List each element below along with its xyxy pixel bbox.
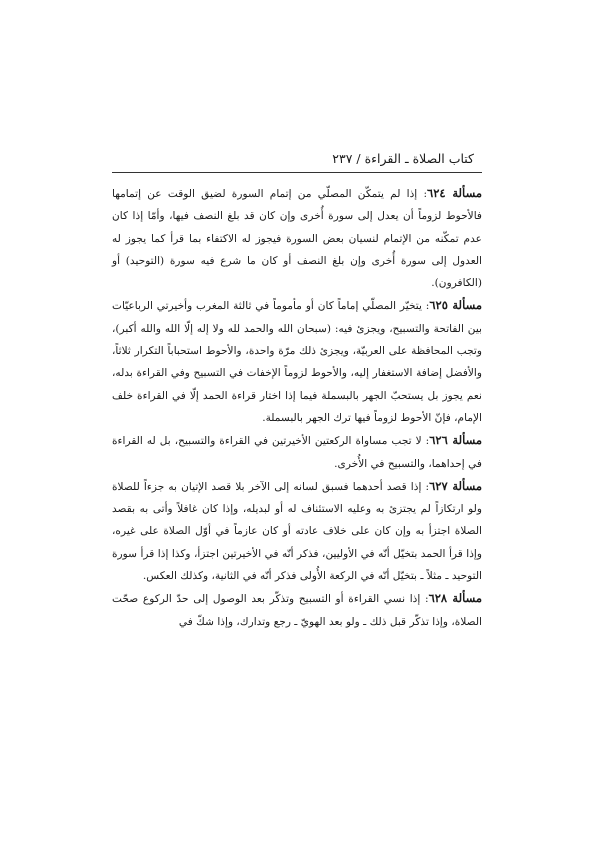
issue-label: مسألة ٦٢٤: [427, 186, 482, 200]
paragraph-issue-625: [112, 294, 482, 429]
paragraph-issue-626: [112, 429, 482, 475]
header-divider: [112, 172, 482, 173]
issue-text: : إذا نسي القراءة أو التسبيح وتذكّر بعد الوصول إلى حدّ الركوع صحّت الصلاة، وإذا تذكّر قبل ذلك ـ ولو بعد الهويّ ـ رجع وتدارك، وإذا شكّ في: [112, 593, 482, 628]
issue-label: مسألة ٦٢٨: [428, 591, 482, 606]
issue-label: مسألة ٦٢٦: [429, 433, 482, 448]
paragraph-issue-628: [112, 587, 482, 633]
issue-text: : لا تجب مساواة الركعتين الأخيرتين في القراءة والتسبيح، بل له القراءة في إحداهما، والتسبيح في الأُخرى.: [112, 435, 482, 470]
running-header: [114, 150, 474, 168]
issue-label: مسألة ٦٢٥: [429, 298, 482, 313]
paragraph-issue-627: [112, 475, 482, 587]
paragraph-issue-624: [112, 182, 482, 294]
issue-text: : إذا قصد أحدهما فسبق لسانه إلى الآخر بلا قصد الإتيان به جزءاً للصلاة ولو ارتكازاً لم يجتزئ به وعليه الاستئناف له أو لبديله، وإذا كان غافلاً وأتى به بقصد الصلاة اجتزأ به وإن كان على خلاف عادته أو كان عازماً في أوّل الصلاة على غيره، وإذا قرأ الحمد بتخيّل أنّه في الأوليين، فذكر أنّه في الأخيرتين اجتزأ، وكذا إذا قرأ سورة التوحيد ـ مثلاً ـ بتخيّل أنّه في الركعة الأُولى فذكر أنّه في الثانية، وكذلك العكس.: [112, 480, 482, 583]
body-text: [112, 182, 482, 633]
issue-label: مسألة ٦٢٧: [429, 478, 482, 493]
issue-text: : إذا لم يتمكّن المصلّي من إتمام السورة لضيق الوقت عن إتمامها فالأحوط لزوماً أن يعدل إلى سورة أُخرى وإن كان قد بلغ النصف فيها، وأمّا إذا كان عدم تمكّنه من الإتمام لنسيان بعض السورة فيجوز له الاكتفاء بما قرأ كما يجوز له العدول إلى سورة أُخرى وإن بلغ النصف أو كان ما شرع فيه سورة (التوحيد) أو (الكافرون).: [112, 188, 482, 290]
issue-text: : يتخيّر المصلّي إماماً كان أو مأموماً في ثالثة المغرب وأخيرتي الرباعيّات بين الفاتحة والتسبيح، ويجزئ فيه: (سبحان الله والحمد لله ولا إله إلّا الله والله أكبر)، وتجب المحافظة على العربيّة، ويجزئ ذلك مرّة واحدة، والأحوط استحباباً التكرار ثلاثاً، والأفضل إضافة الاستغفار إليه، والأحوط لزوماً الإخفات في التسبيح وفي القراءة بدله، نعم يجوز بل يستحبّ الجهر بالبسملة فيما إذا اختار قراءة الحمد إلّا في القراءة خلف الإمام، فإنّ الأحوط لزوماً فيها ترك الجهر بالبسملة.: [112, 300, 482, 424]
running-title: كتاب الصلاة ـ القراءة / ٢٣٧: [332, 151, 474, 166]
